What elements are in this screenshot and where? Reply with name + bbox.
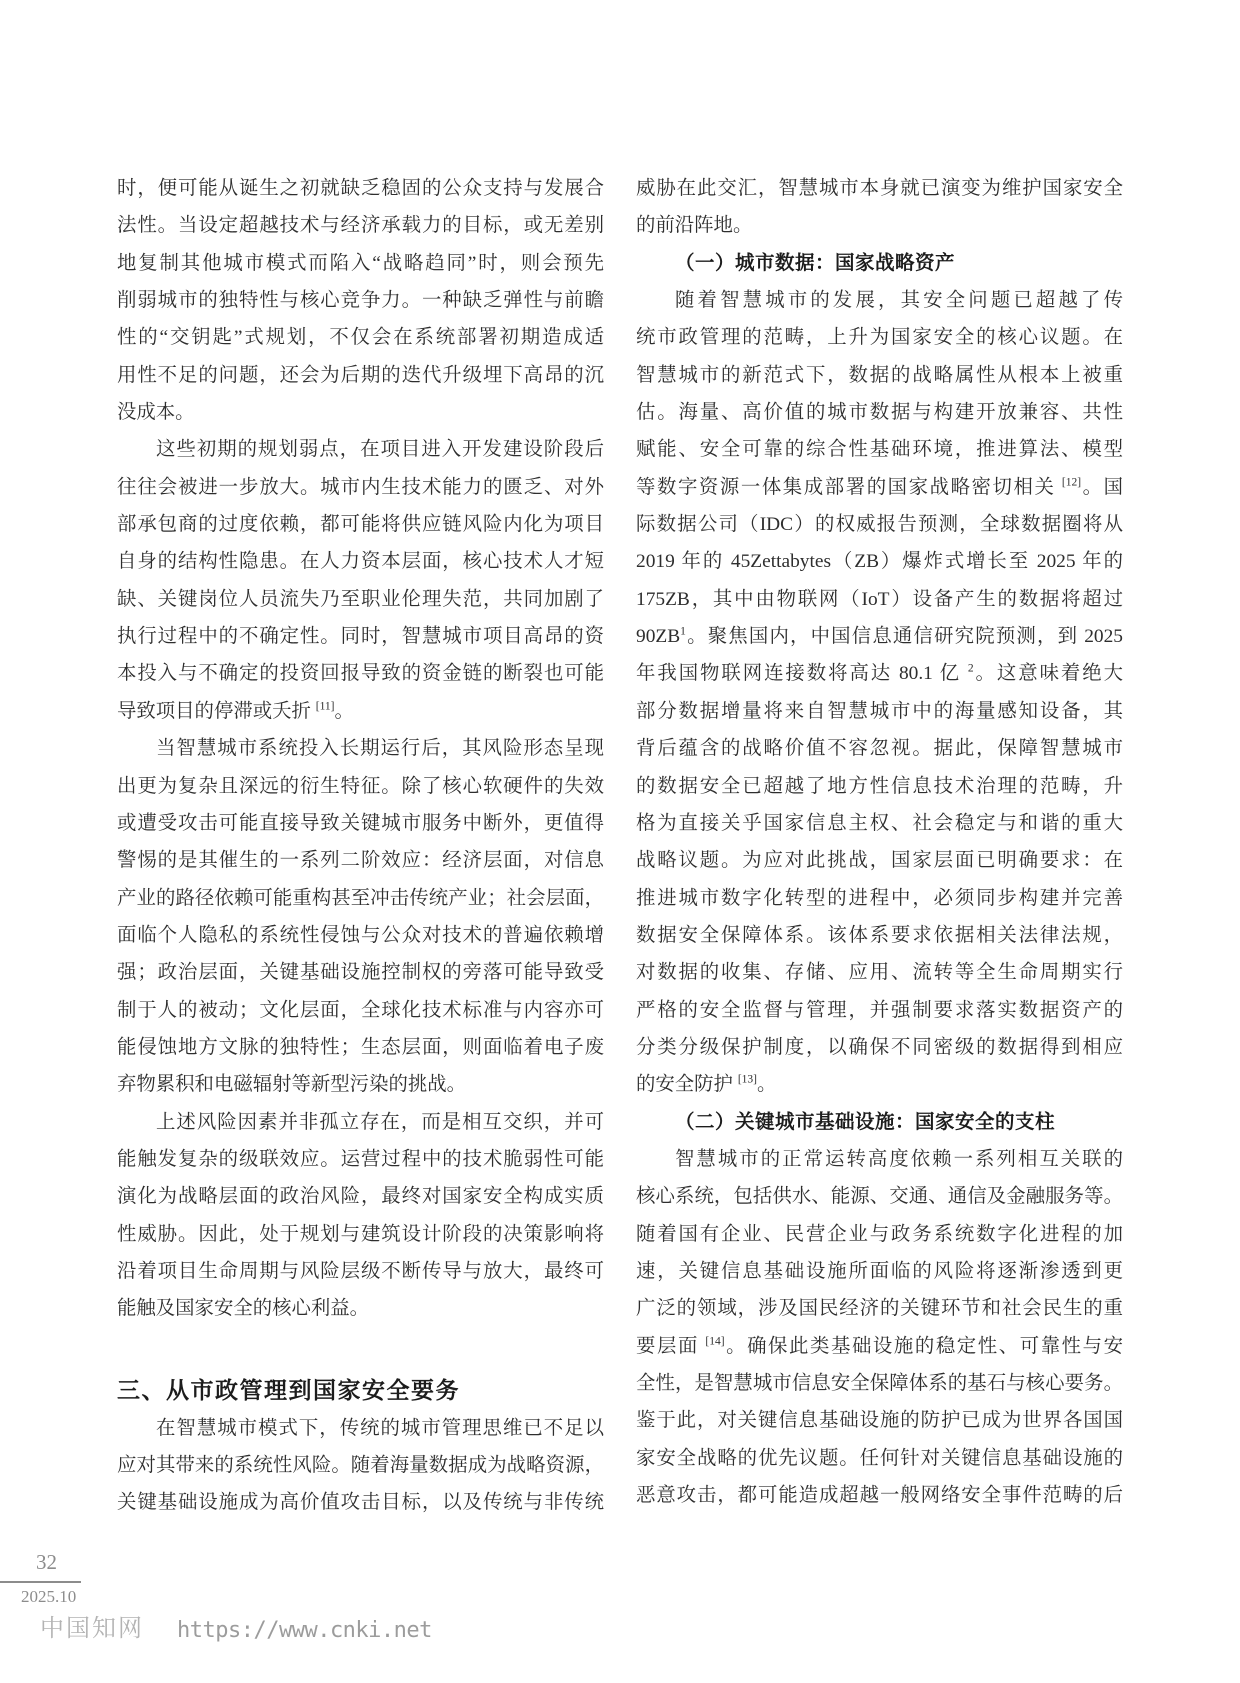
text-line: 随着智慧城市的发展，其安全问题已超越了传 (675, 290, 1123, 312)
text-line: 数据安全保障体系。该体系要求依据相关法律法规， (636, 924, 1123, 946)
text-line: 导致项目的停滞或夭折 [11]。 (117, 700, 354, 722)
text-line: 对数据的收集、存储、应用、流转等全生命周期实行 (636, 962, 1123, 984)
text-line: 2019 年的 45Zettabytes（ZB）爆炸式增长至 2025 年的 (636, 551, 1123, 573)
text-line: 175ZB，其中由物联网（IoT）设备产生的数据将超过 (636, 588, 1123, 610)
text-line: 速，关键信息基础设施所面临的风险将逐渐渗透到更 (636, 1260, 1123, 1282)
page-number: 32 (36, 1550, 57, 1574)
subsection-heading: （二）关键城市基础设施：国家安全的支柱 (675, 1110, 1056, 1133)
footnote-ref: [14] (705, 1335, 725, 1348)
footnote-ref: [12] (1061, 476, 1082, 489)
text-line: 部分数据增量将来自智慧城市中的海量感知设备，其 (636, 700, 1123, 722)
cnki-url: https://www.cnki.net (177, 1618, 432, 1643)
text-line: 能触发复杂的级联效应。运营过程中的技术脆弱性可能 (117, 1148, 604, 1170)
text-line: 严格的安全监督与管理，并强制要求落实数据资产的 (636, 999, 1123, 1021)
text-line: 的数据安全已超越了地方性信息技术治理的范畴，升 (636, 775, 1123, 797)
footnote-ref: [13] (737, 1073, 757, 1086)
text-line: 警惕的是其催生的一系列二阶效应：经济层面，对信息 (117, 850, 604, 872)
text-line: 当智慧城市系统投入长期运行后，其风险形态呈现 (156, 738, 604, 760)
text-line: 格为直接关乎国家信息主权、社会稳定与和谐的重大 (636, 812, 1123, 834)
text-line: 背后蕴含的战略价值不容忽视。据此，保障智慧城市 (636, 738, 1123, 760)
text-line: 的安全防护 [13]。 (636, 1073, 777, 1096)
text-line: 能侵蚀地方文脉的独特性；生态层面，则面临着电子废 (117, 1036, 604, 1058)
text-line: 广泛的领域，涉及国民经济的关键环节和社会民生的重 (636, 1298, 1123, 1320)
left-text-column (117, 170, 604, 1522)
text-line: 能触及国家安全的核心利益。 (117, 1298, 370, 1320)
text-line: 分类分级保护制度，以确保不同密级的数据得到相应 (636, 1036, 1123, 1058)
text-line: 恶意攻击，都可能造成超越一般网络安全事件范畴的后 (636, 1485, 1123, 1507)
text-line: 法性。当设定超越技术与经济承载力的目标，或无差别 (117, 215, 604, 237)
text-line: 性威胁。因此，处于规划与建筑设计阶段的决策影响将 (117, 1223, 604, 1245)
text-line: 家安全战略的优先议题。任何针对关键信息基础设施的 (636, 1447, 1123, 1469)
text-line: 智慧城市的正常运转高度依赖一系列相互关联的 (675, 1148, 1123, 1170)
text-line: 产业的路径依赖可能重构甚至冲击传统产业；社会层面， (117, 887, 604, 909)
text-line: 际数据公司（IDC）的权威报告预测，全球数据圈将从 (636, 514, 1123, 536)
right-text-column (636, 170, 1123, 1514)
text-line: 沿着项目生命周期与风险层级不断传导与放大，最终可 (117, 1260, 604, 1282)
footnote-ref: 1 (680, 625, 686, 638)
cnki-watermark: 中国知网 (40, 1616, 144, 1642)
text-line: 上述风险因素并非孤立存在，而是相互交织，并可 (156, 1111, 604, 1133)
text-line: 全性，是智慧城市信息安全保障体系的基石与核心要务。 (636, 1373, 1123, 1394)
text-line: 出更为复杂且深远的衍生特征。除了核心软硬件的失效 (117, 775, 604, 797)
text-line: 执行过程中的不确定性。同时，智慧城市项目高昂的资 (117, 626, 604, 648)
text-line: 要层面 [14]。确保此类基础设施的稳定性、可靠性与安 (636, 1335, 1124, 1357)
footnote-ref: [11] (315, 700, 335, 713)
text-line: 或遭受攻击可能直接导致关键城市服务中断外，更值得 (117, 812, 604, 834)
section-heading: 三、从市政管理到国家安全要务 (117, 1376, 460, 1403)
text-line: 统市政管理的范畴，上升为国家安全的核心议题。在 (636, 327, 1123, 349)
text-line: 部承包商的过度依赖，都可能将供应链风险内化为项目 (117, 514, 604, 536)
text-line: 赋能、安全可靠的综合性基础环境，推进算法、模型 (636, 439, 1123, 461)
text-line: 地复制其他城市模式而陷入“战略趋同”时，则会预先 (117, 252, 604, 274)
text-line: 威胁在此交汇，智慧城市本身就已演变为维护国家安全 (636, 178, 1123, 199)
text-line: $90ZB^1$。聚焦国内，中国信息通信研究院预测，到 2025 (636, 625, 1123, 648)
text-line: 性的“交钥匙”式规划，不仅会在系统部署初期造成适 (117, 327, 604, 349)
text-line: 制于人的被动；文化层面，全球化技术标准与内容亦可 (117, 999, 604, 1021)
issue-date: 2025.10 (21, 1587, 77, 1606)
text-line: 的前沿阵地。 (636, 215, 753, 237)
text-line: 随着国有企业、民营企业与政务系统数字化进程的加 (636, 1223, 1123, 1245)
text-line: 核心系统，包括供水、能源、交通、通信及金融服务等。 (636, 1186, 1123, 1208)
text-line: 时，便可能从诞生之初就缺乏稳固的公众支持与发展合 (117, 178, 604, 199)
text-line: 弃物累积和电磁辐射等新型污染的挑战。 (117, 1074, 467, 1096)
text-line: 这些初期的规划弱点，在项目进入开发建设阶段后 (156, 439, 604, 461)
text-line: 关键基础设施成为高价值攻击目标，以及传统与非传统 (117, 1492, 604, 1514)
text-line: 自身的结构性隐患。在人力资本层面，核心技术人才短 (117, 551, 604, 573)
text-line: 估。海量、高价值的城市数据与构建开放兼容、共性 (636, 402, 1123, 424)
text-line: 削弱城市的独特性与核心竞争力。一种缺乏弹性与前瞻 (117, 290, 604, 312)
footnote-ref: 2 (967, 663, 974, 675)
text-line: 往往会被进一步放大。城市内生技术能力的匮乏、对外 (117, 476, 604, 498)
text-line: 推进城市数字化转型的进程中，必须同步构建并完善 (636, 887, 1123, 909)
text-line: 没成本。 (117, 402, 195, 424)
text-line: 战略议题。为应对此挑战，国家层面已明确要求：在 (636, 850, 1123, 872)
text-line: 面临个人隐私的系统性侵蚀与公众对技术的普遍依赖增 (117, 924, 604, 946)
footer-divider (0, 1581, 81, 1583)
subsection-heading: （一）城市数据：国家战略资产 (675, 251, 956, 274)
text-line: 智慧城市的新范式下，数据的战略属性从根本上被重 (636, 364, 1123, 386)
text-line: 鉴于此，对关键信息基础设施的防护已成为世界各国国 (636, 1410, 1123, 1432)
text-line: 用性不足的问题，还会为后期的迭代升级埋下高昂的沉 (117, 364, 604, 386)
text-line: 强；政治层面，关键基础设施控制权的旁落可能导致受 (117, 962, 604, 984)
text-line: 在智慧城市模式下，传统的城市管理思维已不足以 (156, 1417, 604, 1439)
text-line: 缺、关键岗位人员流失乃至职业伦理失范，共同加剧了 (117, 588, 604, 610)
text-line: 本投入与不确定的投资回报导致的资金链的断裂也可能 (117, 663, 604, 685)
text-line: 等数字资源一体集成部署的国家战略密切相关 [12]。国 (636, 476, 1123, 498)
text-line: 应对其带来的系统性风险。随着海量数据成为战略资源， (117, 1455, 604, 1476)
text-line: 演化为战略层面的政治风险，最终对国家安全构成实质 (117, 1186, 604, 1208)
text-line: 年我国物联网连接数将高达 80.1 亿 $^2$。这意味着绝大 (636, 663, 1123, 685)
